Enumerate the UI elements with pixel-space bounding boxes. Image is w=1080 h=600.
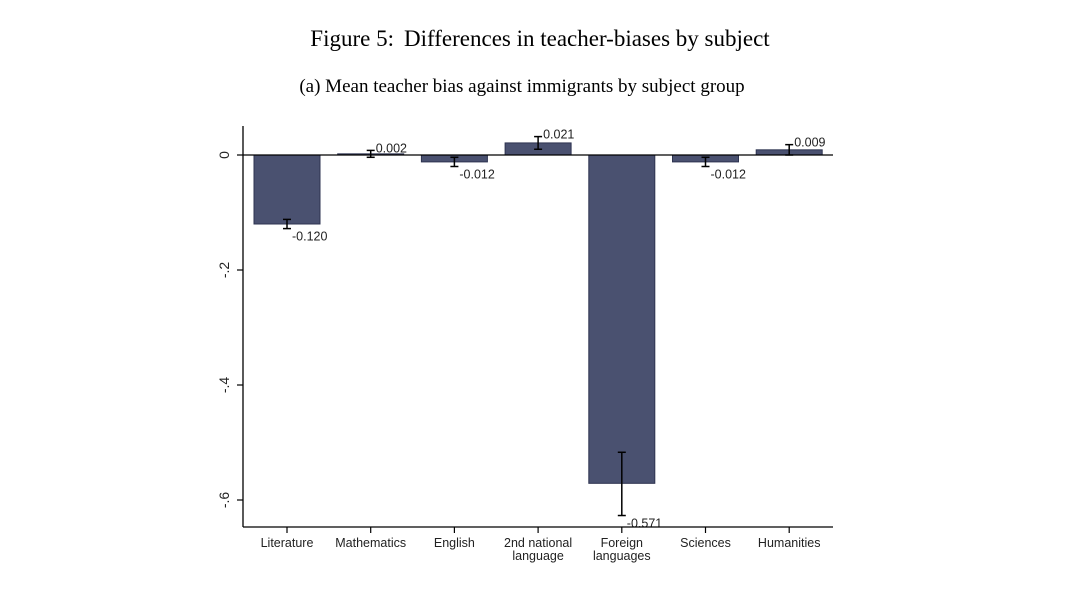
figure-number: Figure 5: (310, 26, 394, 51)
x-tick-label-line: language (512, 549, 564, 563)
x-tick-label-line: Foreign (600, 536, 643, 550)
x-tick-label-line: Sciences (680, 536, 731, 550)
bars-group (254, 143, 822, 483)
y-tick-label-2: -.4 (216, 376, 232, 394)
y-tick-label-1: -.2 (216, 261, 232, 279)
value-label-4: -0.571 (626, 516, 663, 531)
x-tick-label-line: Humanities (757, 536, 821, 550)
x-tick-label-6 (758, 536, 821, 550)
x-tick-label-4 (593, 536, 651, 563)
x-tick-label-0 (261, 536, 314, 550)
y-tick-label-0: 0 (216, 151, 232, 159)
x-tick-label-1 (335, 536, 406, 550)
value-label-2: -0.012 (459, 167, 495, 182)
x-tick-label-line: Mathematics (335, 536, 407, 550)
figure-subtitle: (a) Mean teacher bias against immigrants by subject group (299, 76, 745, 97)
value-label-1: 0.002 (375, 141, 407, 156)
value-label-3: 0.021 (543, 127, 575, 142)
value-label-0: -0.120 (292, 229, 328, 244)
x-tick-label-line: 2nd national (504, 536, 573, 550)
error-bars-group (283, 137, 793, 516)
bar-0 (254, 155, 320, 224)
x-tick-label-5 (680, 536, 731, 550)
bar-4 (589, 155, 655, 483)
x-tick-label-line: languages (592, 549, 651, 563)
value-label-5: -0.012 (710, 167, 746, 182)
x-tick-label-line: Literature (260, 536, 314, 550)
value-label-6: 0.009 (794, 135, 826, 150)
value-labels-group (292, 128, 826, 531)
figure-title-text: Differences in teacher-biases by subject (404, 26, 770, 51)
x-tick-label-2 (434, 536, 475, 550)
x-tick-label-line: English (433, 536, 475, 550)
y-tick-label-3: -.6 (216, 491, 232, 509)
x-tick-label-3 (504, 536, 572, 563)
